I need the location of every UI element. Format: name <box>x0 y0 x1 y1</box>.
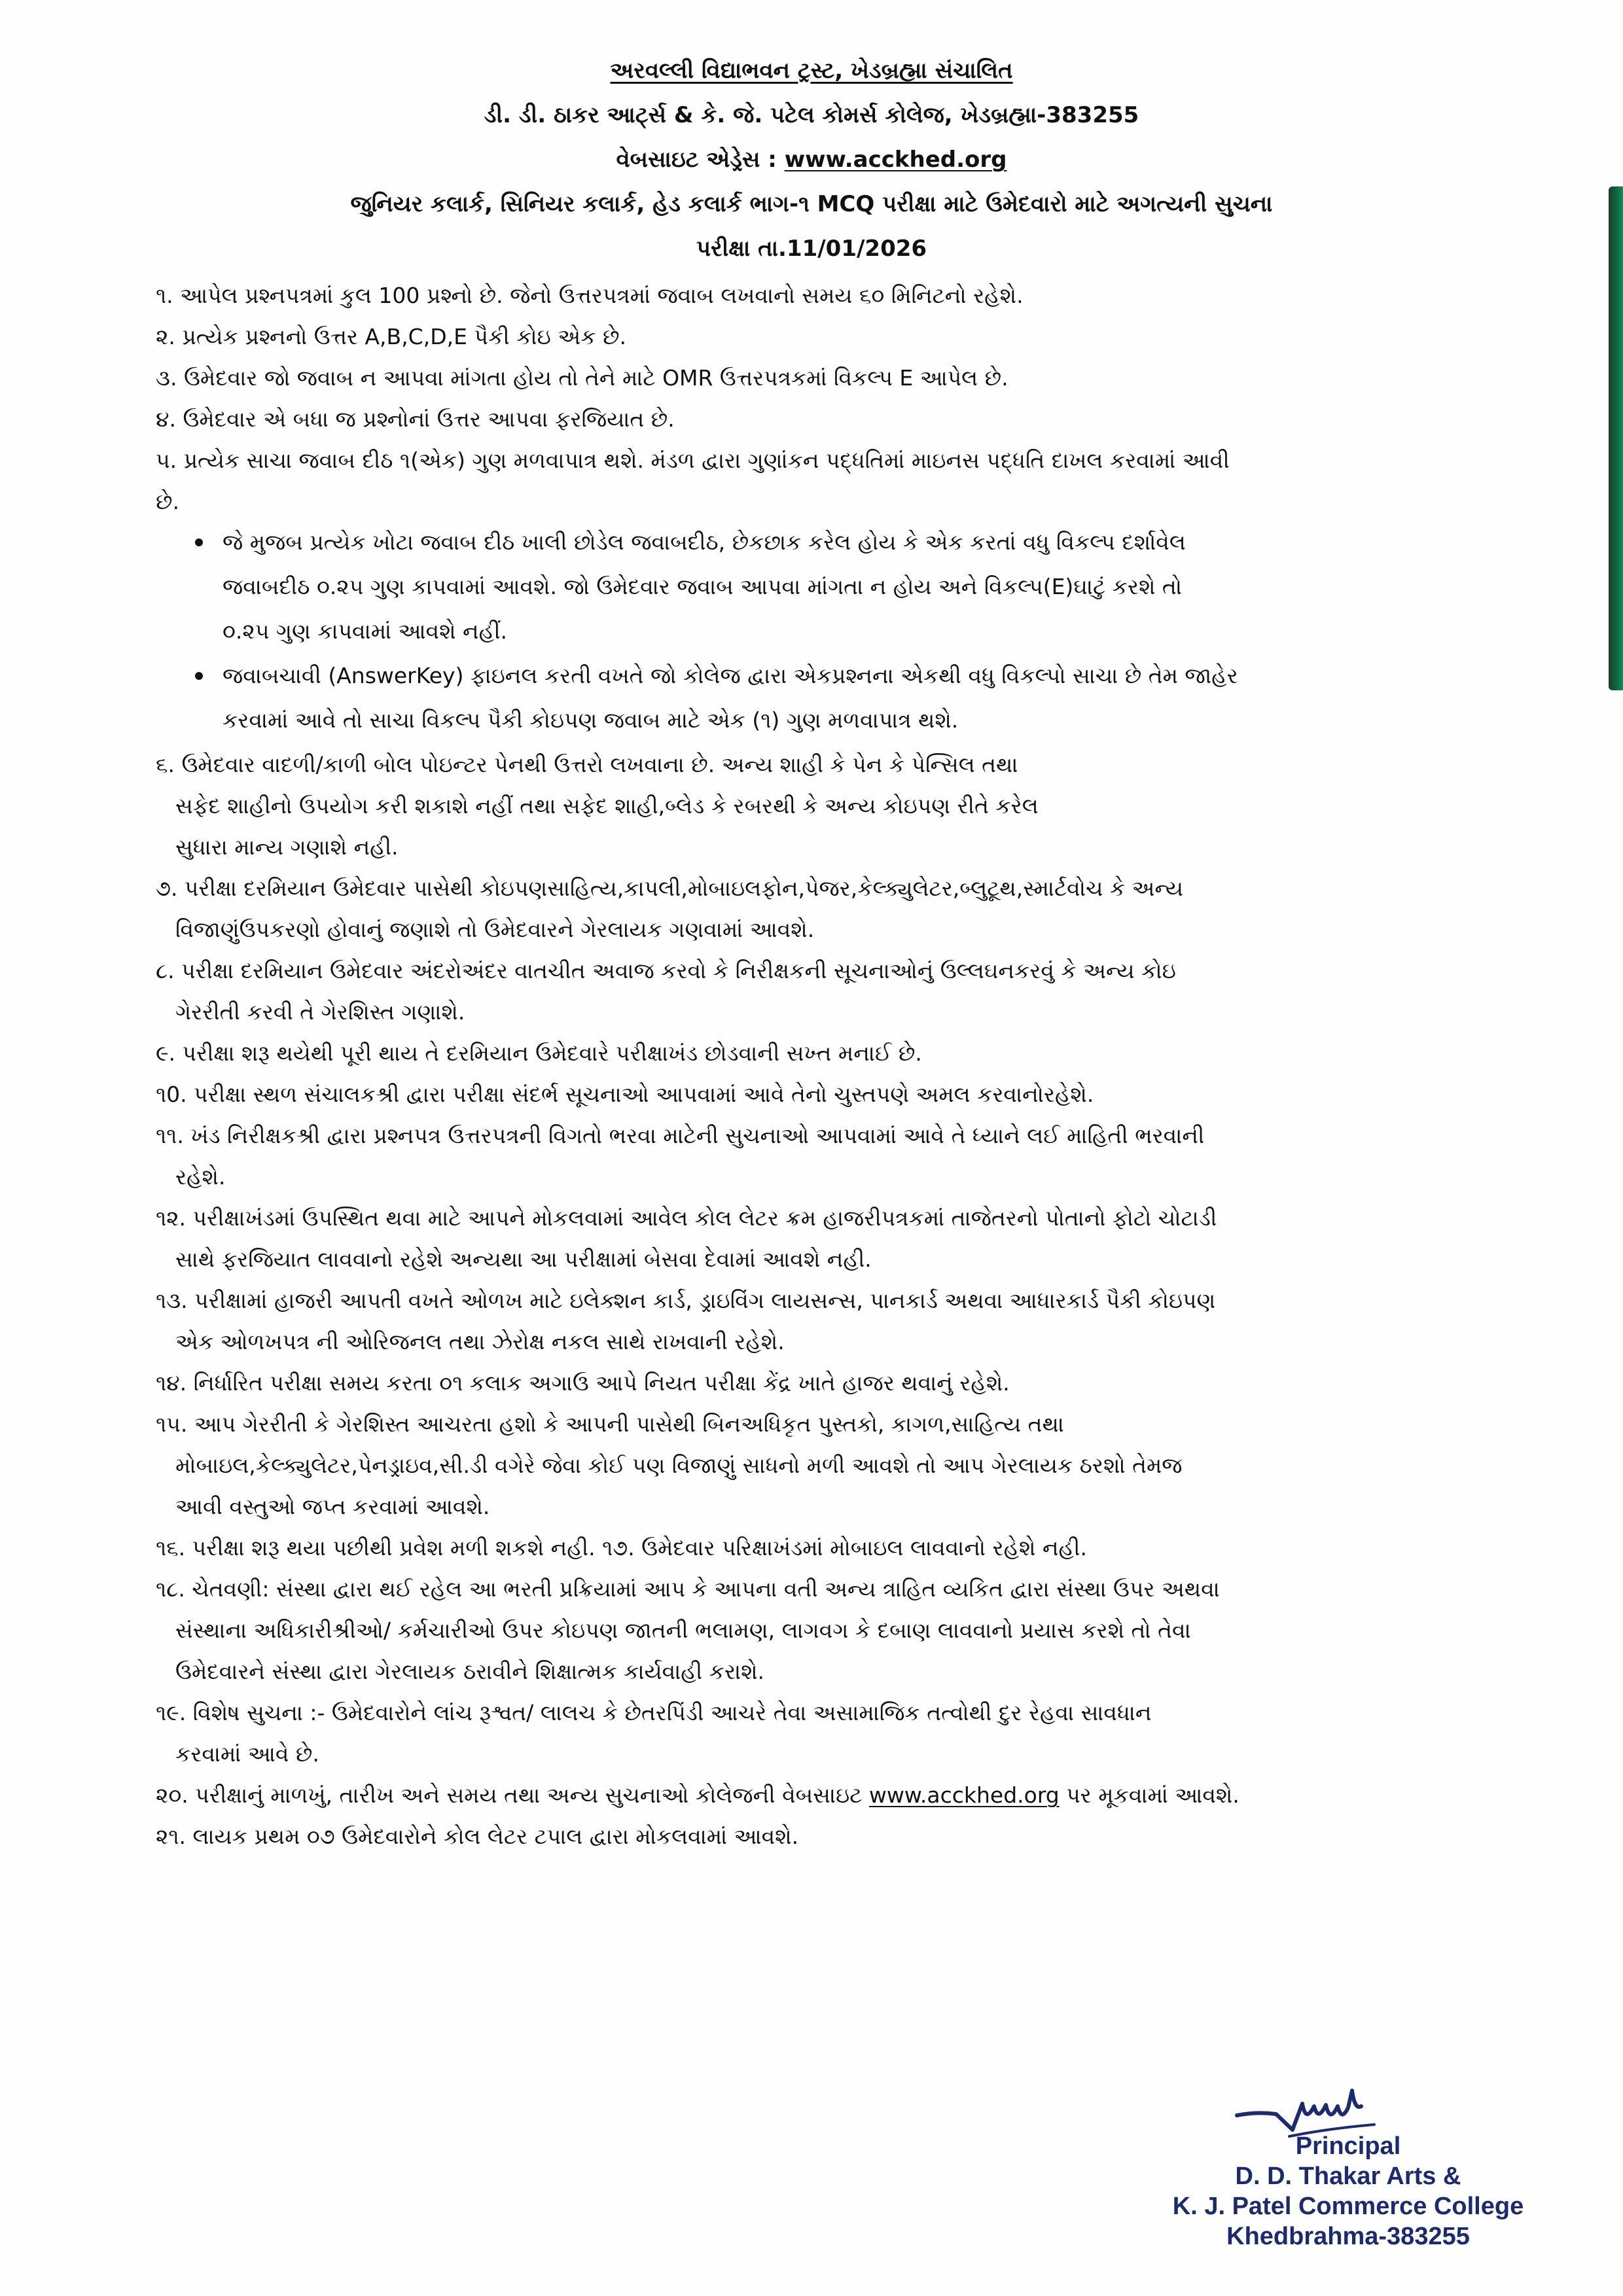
instruction-7: ૭. પરીક્ષા દરમિયાન ઉમેદવાર પાસેથી કોઇપણસાહિત્ય,કાપલી,મોબાઇલફોન,પેજર,કેલ્ક્યુલેટર,બ્લુટૂથ,સ્માર્ટવોચ કે અન્ય વિજાણુંઉપકરણો હોવાનું જણાશે તો ઉમેદવારને ગેરલાયક ગણવામાં આવશે. <box>156 875 1184 942</box>
instruction-2: ૨. પ્રત્યેક પ્રશ્નનો ઉત્તર A,B,C,D,E પૈકી કોઇ એક છે. <box>156 324 626 349</box>
sub-bullet-negative-marking: જે મુજબ પ્રત્યેક ખોટા જવાબ દીઠ ખાલી છોડેલ જવાબદીઠ, છેકછાક કરેલ હોય કે એક કરતાં વધુ વિકલ્પ દર્શાવેલ જવાબદીઠ ૦.૨૫ ગુણ કાપવામાં આવશે. જો ઉમેદવાર જવાબ આપવા માંગતા ન હોય અને વિકલ્પ(E)ઘાટું કરશે તો ૦.૨૫ ગુણ કાપવામાં આવશે નહીં. <box>175 529 1537 663</box>
instructions-list <box>156 283 1517 1865</box>
bullet-dot-icon <box>195 672 203 680</box>
trust-name: અરવલ્લી વિદ્યાભવન ટ્રસ્ટ, ખેડબ્રહ્મા સંચાલિત <box>610 58 1013 84</box>
instruction-19: ૧૯. વિશેષ સુચના :- ઉમેદવારોને લાંચ રૂશ્વત/ લાલચ કે છેતરપિંડી આચરે તેવા અસામાજિક તત્વોથી દુર રેહવા સાવધાન કરવામાં આવે છે. <box>156 1700 1152 1767</box>
instruction-6: ૬. ઉમેદવાર વાદળી/કાળી બોલ પોઇન્ટર પેનથી ઉત્તરો લખવાના છે. અન્ય શાહી કે પેન કે પેન્સિલ તથા સફેદ શાહીનો ઉપયોગ કરી શકાશે નહીં તથા સફેદ શાહી,બ્લેડ કે રબરથી કે અન્ય કોઇપણ રીતે કરેલ સુધારા માન્ય ગણાશે નહી. <box>156 752 1039 860</box>
college-name: ડી. ડી. ઠાકર આર્ટ્સ & કે. જે. પટેલ કોમર્સ કોલેજ, ખેડબ્રહ્મા-383255 <box>484 102 1139 128</box>
instruction-5: ૫. પ્રત્યેક સાચા જવાબ દીઠ ૧(એક) ગુણ મળવાપાત્ર થશે. મંડળ દ્વારા ગુણાંકન પદ્ધતિમાં માઇનસ પદ્ધતિ દાખલ કરવામાં આવી છે. <box>156 448 1230 514</box>
exam-date: પરીક્ષા તા.11/01/2026 <box>696 236 927 262</box>
stamp-line-2: K. J. Patel Commerce College <box>1172 2193 1524 2220</box>
principal-signature-block <box>1099 2084 1623 2296</box>
sub-bullet-answer-key: જવાબચાવી (AnswerKey) ફાઇનલ કરતી વખતે જો કોલેજ દ્વારા એકપ્રશ્નના એકથી વધુ વિકલ્પો સાચા છે તેમ જાહેર કરવામાં આવે તો સાચા વિકલ્પ પૈકી કોઇપણ જવાબ માટે એક (૧) ગુણ મળવાપાત્ર થશે. <box>175 663 1537 752</box>
instruction-11: ૧૧. ખંડ નિરીક્ષકશ્રી દ્વારા પ્રશ્નપત્ર ઉત્તરપત્રની વિગતો ભરવા માટેની સુચનાઓ આપવામાં આવે તે ધ્યાને લઈ માહિતી ભરવાની રહેશે. <box>156 1123 1205 1190</box>
instruction-13: ૧૩. પરીક્ષામાં હાજરી આપતી વખતે ઓળખ માટે ઇલેક્શન કાર્ડ, ડ્રાઇવિંગ લાયસન્સ, પાનકાર્ડ અથવા આધારકાર્ડ પૈકી કોઇપણ એક ઓળખપત્ર ની ઓરિજનલ તથા ઝેરોક્ષ નકલ સાથે રાખવાની રહેશે. <box>156 1288 1216 1354</box>
instruction-1: ૧. આપેલ પ્રશ્નપત્રમાં કુલ 100 પ્રશ્નો છે. જેનો ઉત્તરપત્રમાં જવાબ લખવાનો સમય ૬૦ મિનિટનો રહેશે. <box>156 283 1024 308</box>
notice-title: જુનિયર કલાર્ક, સિનિયર કલાર્ક, હેડ કલાર્ક ભાગ-૧ MCQ પરીક્ષા માટે ઉમેદવારો માટે અગત્યની સુચના <box>350 191 1273 217</box>
stamp-title: Principal <box>1295 2132 1401 2160</box>
principal-stamp <box>1099 2131 1597 2252</box>
instruction-21: ૨૧. લાયક પ્રથમ ૦૭ ઉમેદવારોને કોલ લેટર ટપાલ દ્વારા મોકલવામાં આવશે. <box>156 1824 799 1849</box>
instruction-8: ૮. પરીક્ષા દરમિયાન ઉમેદવાર અંદરોઅંદર વાતચીત અવાજ કરવો કે નિરીક્ષકની સૂચનાઓનું ઉલ્લઘનકરવું કે અન્ય કોઇ ગેરરીતી કરવી તે ગેરશિસ્ત ગણાશે. <box>156 958 1176 1025</box>
instruction-14: ૧૪. નિર્ધારિત પરીક્ષા સમય કરતા ૦૧ કલાક અગાઉ આપે નિયત પરીક્ષા કેંદ્ર ખાતે હાજર થવાનું રહેશે. <box>156 1370 1010 1396</box>
website-label: વેબસાઇટ એડ્રેસ : <box>616 147 777 173</box>
instruction-18: ૧૮. ચેતવણી: સંસ્થા દ્વારા થઈ રહેલ આ ભરતી પ્રક્રિયામાં આપ કે આપના વતી અન્ય ત્રાહિત વ્યકિત દ્વારા સંસ્થા ઉપર અથવા સંસ્થાના અધિકારીશ્રીઓ/ કર્મચારીઓ ઉપર કોઇપણ જાતની ભલામણ, લાગવગ કે દબાણ લાવવાનો પ્રયાસ કરશે તો તેવા ઉમેદવારને સંસ્થા દ્વારા ગેરલાયક ઠરાવીને શિક્ષાત્મક કાર્યવાહી કરાશે. <box>156 1576 1220 1684</box>
instruction-3: ૩. ઉમેદવાર જો જવાબ ન આપવા માંગતા હોય તો તેને માટે OMR ઉત્તરપત્રકમાં વિકલ્પ E આપેલ છે. <box>156 365 1008 391</box>
stamp-line-3: Khedbrahma-383255 <box>1226 2223 1470 2250</box>
instruction-10: ૧0. પરીક્ષા સ્થળ સંચાલકશ્રી દ્વારા પરીક્ષા સંદર્ભ સૂચનાઓ આપવામાં આવે તેનો ચુસ્તપણે અમલ કરવાનોરહેશે. <box>156 1082 1094 1107</box>
website-line <box>0 147 1623 191</box>
bullet-dot-icon <box>195 539 203 546</box>
instruction-9: ૯. પરીક્ષા શરૂ થયેથી પૂરી થાય તે દરમિયાન ઉમેદવારે પરીક્ષાખંડ છોડવાની સખ્ત મનાઈ છે. <box>156 1040 922 1066</box>
website-link-inline[interactable]: www.acckhed.org <box>868 1782 1060 1808</box>
instruction-12: ૧૨. પરીક્ષાખંડમાં ઉપસ્થિત થવા માટે આપને મોકલવામાં આવેલ કોલ લેટર ક્રમ હાજરીપત્રકમાં તાજેતરનો પોતાનો ફોટો ચોટાડી સાથે ફરજિયાત લાવવાનો રહેશે અન્યથા આ પરીક્ષામાં બેસવા દેવામાં આવશે નહી. <box>156 1205 1217 1272</box>
website-link[interactable]: www.acckhed.org <box>784 147 1007 173</box>
instruction-15: ૧૫. આપ ગેરરીતી કે ગેરશિસ્ત આચરતા હશો કે આપની પાસેથી બિનઅધિકૃત પુસ્તકો, કાગળ,સાહિત્ય તથા મોબાઇલ,કેલ્ક્યુલેટર,પેનડ્રાઇવ,સી.ડી વગેરે જેવા કોઈ પણ વિજાણું સાધનો મળી આવશે તો આપ ગેરલાયક ઠરશો તેમજ આવી વસ્તુઓ જપ્ત કરવામાં આવશે. <box>156 1411 1183 1519</box>
document-header <box>0 58 1623 280</box>
instruction-20: ૨૦. પરીક્ષાનું માળખું, તારીખ અને સમય તથા અન્ય સુચનાઓ કોલેજની વેબસાઇટ www.acckhed.org પર મૂકવામાં આવશે. <box>156 1782 1240 1808</box>
instruction-16-17: ૧૬. પરીક્ષા શરૂ થયા પછીથી પ્રવેશ મળી શકશે નહી. ૧૭. ઉમેદવાર પરિક્ષાખંડમાં મોબાઇલ લાવવાનો રહેશે નહી. <box>156 1535 1087 1561</box>
stamp-line-1: D. D. Thakar Arts & <box>1235 2163 1461 2190</box>
instruction-4: ૪. ઉમેદવાર એ બધા જ પ્રશ્નોનાં ઉત્તર આપવા ફરજિયાત છે. <box>156 406 675 432</box>
